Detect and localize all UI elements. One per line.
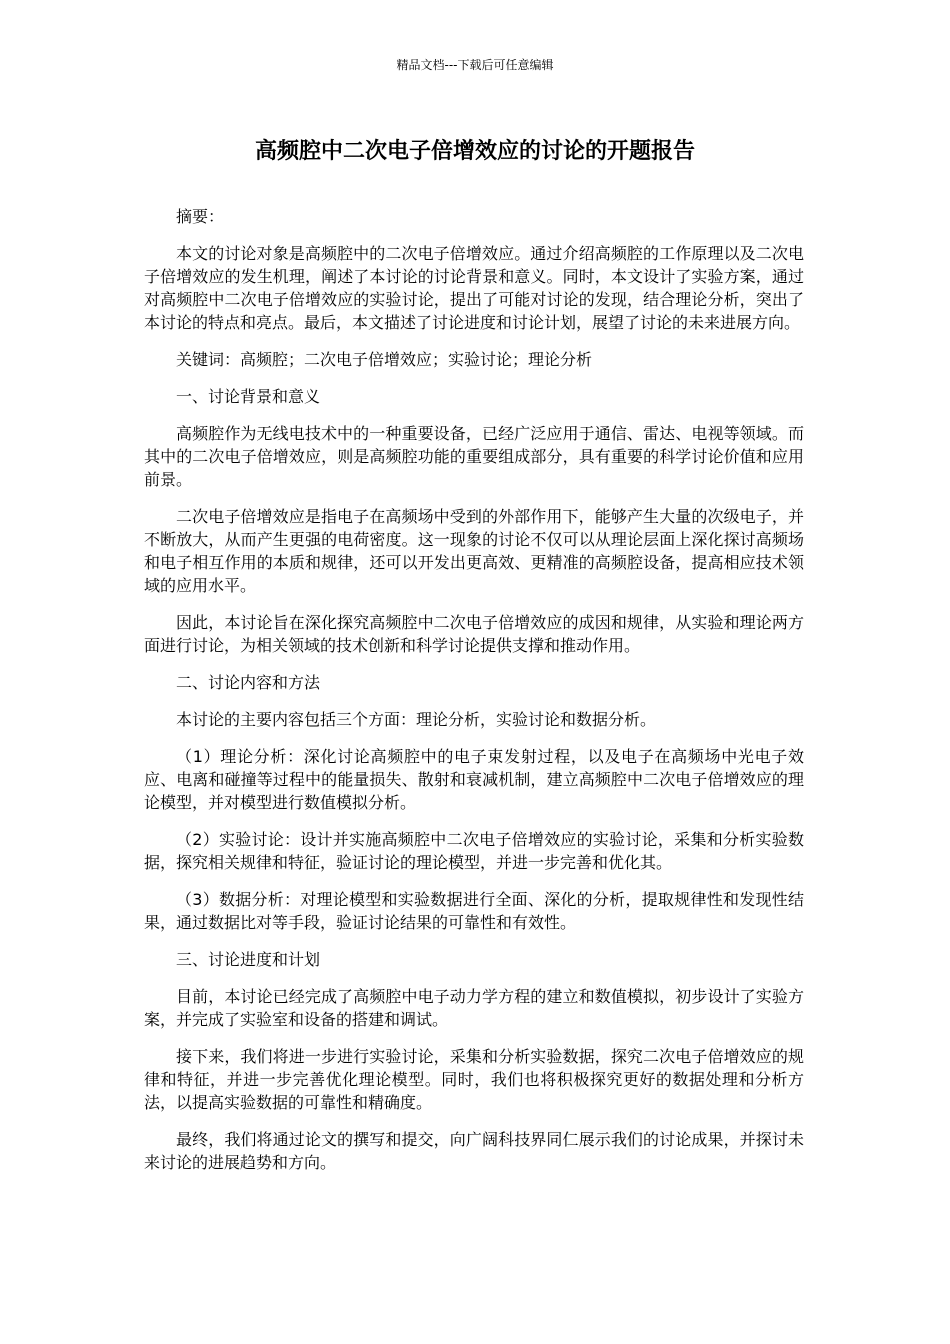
content-intro-paragraph: 本讨论的主要内容包括三个方面：理论分析，实验讨论和数据分析。: [176, 710, 657, 729]
document-body: [144, 205, 804, 1188]
section-heading-progress: 三、讨论进度和计划: [176, 950, 321, 969]
keywords-line: 关键词：高频腔；二次电子倍增效应；实验讨论；理论分析: [176, 350, 593, 369]
background-paragraph-2: 二次电子倍增效应是指电子在高频场中受到的外部作用下，能够产生大量的次级电子，并不断放大，从而产生更强的电荷密度。这一现象的讨论不仅可以从理论层面上深化探讨高频场和电子相互作用的本质和规律，还可以开发出更高效、更精准的高频腔设备，提高相应技术领域的应用水平。: [144, 507, 804, 595]
abstract-label: 摘要：: [176, 207, 225, 226]
content-item-data-analysis: （3）数据分析：对理论模型和实验数据进行全面、深化的分析，提取规律性和发现性结果，通过数据比对等手段，验证讨论结果的可靠性和有效性。: [144, 890, 804, 932]
section-heading-content: 二、讨论内容和方法: [176, 673, 321, 692]
content-item-theory: （1）理论分析：深化讨论高频腔中的电子束发射过程，以及电子在高频场中光电子效应、电离和碰撞等过程中的能量损失、散射和衰减机制，建立高频腔中二次电子倍增效应的理论模型，并对模型进行数值模拟分析。: [144, 747, 804, 812]
section-heading-background: 一、讨论背景和意义: [176, 387, 321, 406]
background-paragraph-3: 因此，本讨论旨在深化探究高频腔中二次电子倍增效应的成因和规律，从实验和理论两方面进行讨论，为相关领域的技术创新和科学讨论提供支撑和推动作用。: [144, 613, 804, 655]
background-paragraph-1: 高频腔作为无线电技术中的一种重要设备，已经广泛应用于通信、雷达、电视等领域。而其中的二次电子倍增效应，则是高频腔功能的重要组成部分，具有重要的科学讨论价值和应用前景。: [144, 424, 804, 489]
abstract-paragraph: 本文的讨论对象是高频腔中的二次电子倍增效应。通过介绍高频腔的工作原理以及二次电子倍增效应的发生机理，阐述了本讨论的讨论背景和意义。同时，本文设计了实验方案，通过对高频腔中二次电子倍增效应的实验讨论，提出了可能对讨论的发现，结合理论分析，突出了本讨论的特点和亮点。最后，本文描述了讨论进度和讨论计划，展望了讨论的未来进展方向。: [144, 244, 804, 332]
progress-paragraph-2: 接下来，我们将进一步进行实验讨论，采集和分析实验数据，探究二次电子倍增效应的规律和特征，并进一步完善优化理论模型。同时，我们也将积极探究更好的数据处理和分析方法，以提高实验数据的可靠性和精确度。: [144, 1047, 804, 1112]
header-note: 精品文档---下载后可任意编辑: [396, 58, 554, 72]
content-item-experiment: （2）实验讨论：设计并实施高频腔中二次电子倍增效应的实验讨论，采集和分析实验数据，探究相关规律和特征，验证讨论的理论模型，并进一步完善和优化其。: [144, 830, 804, 872]
document-title: 高频腔中二次电子倍增效应的讨论的开题报告: [254, 139, 695, 164]
progress-paragraph-3: 最终，我们将通过论文的撰写和提交，向广阔科技界同仁展示我们的讨论成果，并探讨未来讨论的进展趋势和方向。: [144, 1130, 804, 1172]
progress-paragraph-1: 目前，本讨论已经完成了高频腔中电子动力学方程的建立和数值模拟，初步设计了实验方案，并完成了实验室和设备的搭建和调试。: [144, 987, 804, 1029]
